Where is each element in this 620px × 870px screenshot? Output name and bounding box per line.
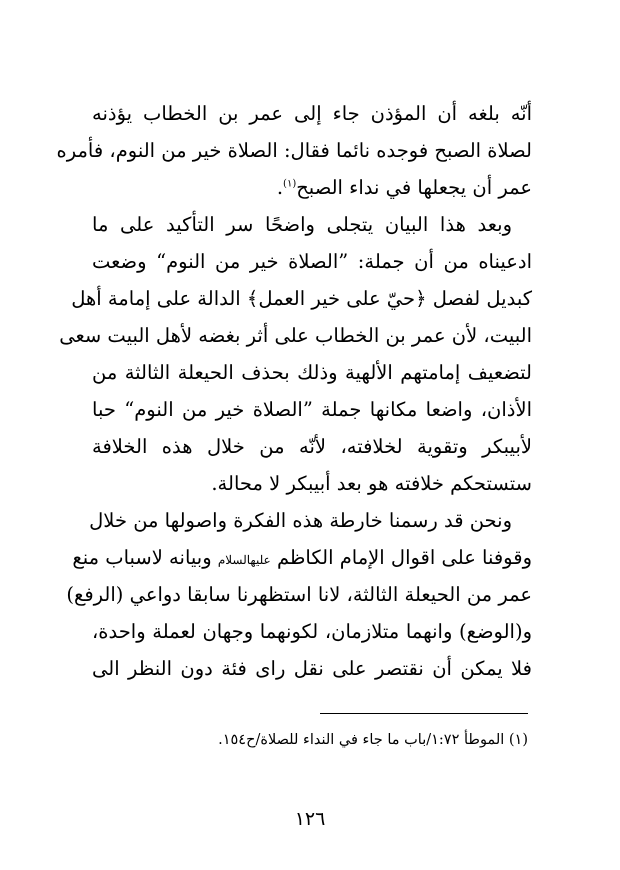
- text-line: عمر أن يجعلها في نداء الصبح$^{(١)}$.: [276, 176, 532, 199]
- text-line: [72, 539, 532, 576]
- main-text: [56, 95, 532, 687]
- text-line: لصلاة الصبح فوجده نائما فقال: الصلاة خير من النوم، فأمره: [56, 139, 532, 162]
- text-line-content: عمر أن يجعلها في نداء الصبح: [296, 176, 532, 199]
- page-number: ١٢٦: [294, 808, 326, 830]
- text-line: ونحن قد رسمنا خارطة هذه الفكرة واصولها من خلال: [89, 509, 512, 532]
- footnote-reference: (١): [283, 178, 297, 190]
- text-line: كبديل لفصل ﴿حيّ على خير العمل﴾ الدالة على إمامة أهل: [71, 287, 532, 310]
- footnote: (١) الموطأ ١:٧٢/باب ما جاء في النداء للصلاة/ح١٥٤.: [218, 732, 528, 748]
- footnote-separator: [320, 713, 528, 714]
- text-line: الأذان، واضعا مكانها جملة ”الصلاة خير من النوم“ حبا: [92, 398, 532, 421]
- text-line: ستستحكم خلافته هو بعد أبيبكر لا محالة.: [211, 472, 532, 495]
- text-line: وبعد هذا البيان يتجلى واضحًا سر التأكيد على ما: [92, 213, 512, 236]
- text-line-end: وبيانه لاسباب منع: [72, 546, 212, 569]
- text-line: لتضعيف إمامتهم الألهية وذلك بحذف الحيعلة الثالثة من: [92, 361, 532, 384]
- text-line: أنّه بلغه أن المؤذن جاء إلى عمر بن الخطاب يؤذنه: [92, 102, 532, 125]
- text-line: ادعيناه من أن جملة: ”الصلاة خير من النوم“ وضعت: [92, 250, 532, 273]
- text-line: و(الوضع) وانهما متلازمان، لكونهما وجهان لعملة واحدة،: [92, 620, 532, 643]
- text-line: لأبيبكر وتقوية لخلافته، لأنّه من خلال هذه الخلافة: [92, 435, 532, 458]
- text-line: البيت، لأن عمر بن الخطاب على أثر بغضه لأهل البيت سعى: [59, 324, 532, 347]
- text-line-start: وقوفنا على اقوال الإمام الكاظم: [276, 546, 532, 569]
- honorific: عليهالسلام: [217, 553, 271, 567]
- text-line: عمر من الحيعلة الثالثة، لانا استظهرنا سابقا دواعي (الرفع): [66, 583, 532, 606]
- text-line: فلا يمكن أن نقتصر على نقل راى فئة دون النظر الى: [92, 657, 532, 680]
